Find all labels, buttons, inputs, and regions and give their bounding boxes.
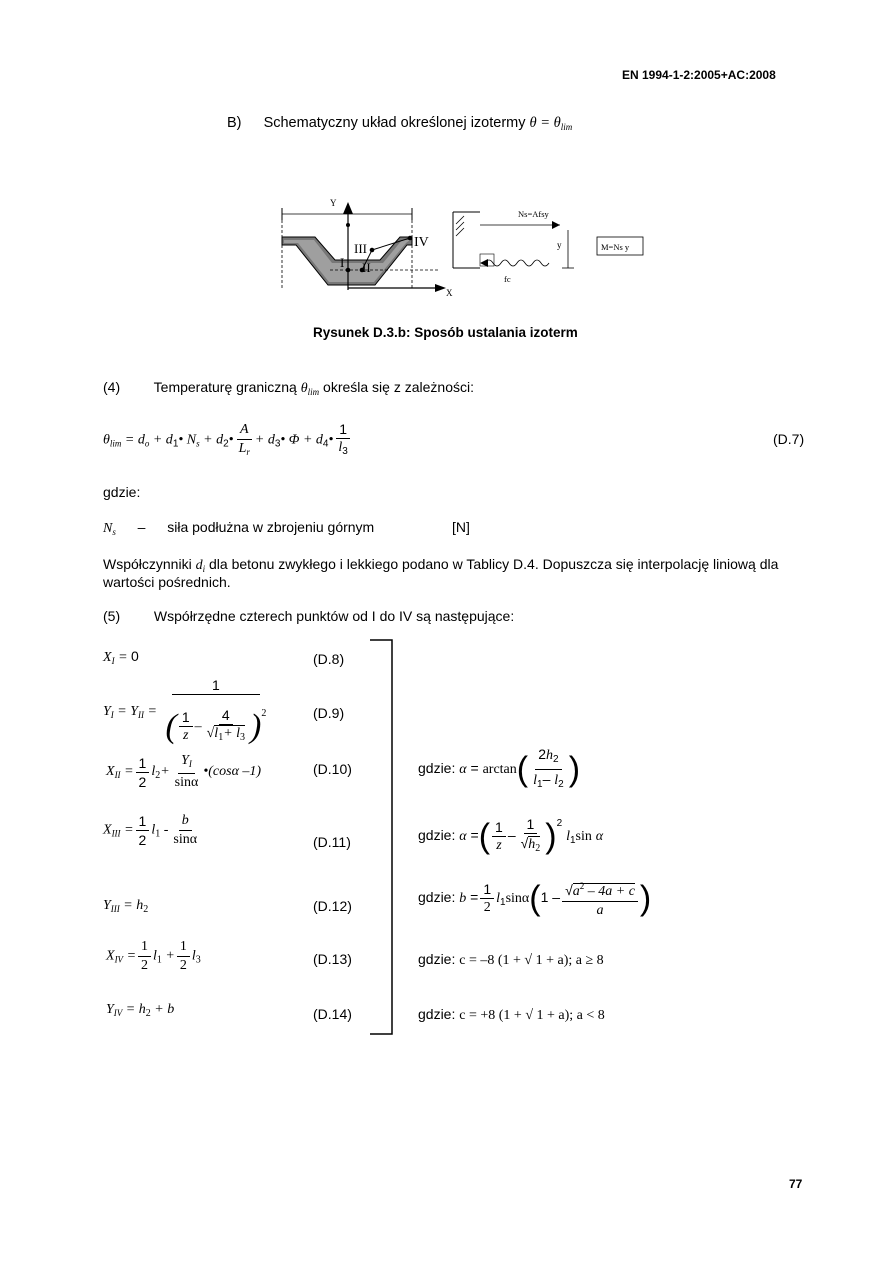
paragraph-4 — [103, 379, 474, 397]
x-axis-label: X — [446, 288, 453, 298]
equation-d14: $Y_{IV} = h_2 + b$ — [106, 1002, 175, 1019]
ns-description: siła podłużna w zbrojeniu górnym — [167, 519, 375, 535]
equation-d13: $X_{IV}$ = $\frac{1}{2}$ $l_1$ + $\frac{1}{2}$ $l_3$ — [106, 939, 201, 973]
condition-d13-gdzie: gdzie: — [418, 951, 456, 967]
condition-d14-formula: c = +8 (1 + √ 1 + a); a < 8 — [459, 1008, 605, 1023]
section-b-title: Schematyczny układ określonej izotermy — [263, 115, 526, 131]
document-header: EN 1994-1-2:2005+AC:2008 — [622, 68, 776, 82]
fc-label: fc — [504, 274, 511, 284]
condition-d14 — [418, 1006, 605, 1024]
paragraph-4-text-after: określa się z zależności: — [323, 379, 474, 395]
section-b-marker: B) — [227, 115, 242, 131]
point-III-label: III — [354, 241, 367, 256]
equation-d13-label: (D.13) — [313, 951, 352, 967]
paragraph-5-text: Współrzędne czterech punktów od I do IV są następujące: — [153, 608, 515, 624]
paragraph-5-number: (5) — [103, 608, 121, 624]
equation-d7-label: (D.7) — [773, 431, 805, 447]
condition-d11: gdzie: α =( $\frac{1}{z}$ – $\frac{1}{√h_2}$ )$^2$ $l_1\sin$ α — [418, 816, 604, 856]
ns-definition — [103, 519, 374, 537]
section-b-formula: $\theta = \theta_{lim}$ — [529, 115, 573, 132]
paragraph-4-number: (4) — [103, 379, 121, 395]
equation-d14-label: (D.14) — [313, 1006, 352, 1022]
coeff-symbol: $d_i$ — [195, 558, 206, 574]
point-I-label: I — [340, 255, 345, 270]
coeff-text-before: Współczynniki — [103, 556, 192, 572]
condition-d10: gdzie: α = arctan( $\frac{2h_2}{l_1- l_2}$ ) — [418, 746, 581, 790]
paragraph-4-symbol: $\theta_{lim}$ — [300, 381, 320, 397]
ns-dash: – — [137, 519, 146, 535]
condition-d13 — [418, 951, 604, 969]
condition-d13-formula: c = –8 (1 + √ 1 + a); a ≥ 8 — [459, 953, 604, 968]
where-label: gdzie: — [103, 484, 141, 500]
ns-unit: [N] — [452, 519, 470, 535]
page-number: 77 — [789, 1177, 803, 1191]
moment-label: M=Ns y — [601, 242, 630, 252]
equation-d7: $\theta_{lim} = d_o$ + $d_1•$ $N_s$ + $d_2•$ $\frac{A}{L_r}$ + $d_3•$ $\Phi + d_4•$ $\frac{1}{l_3}$ — [103, 420, 353, 461]
equation-d12-label: (D.12) — [313, 898, 352, 914]
paragraph-4-text-before: Temperaturę graniczną — [153, 379, 297, 395]
condition-d12: gdzie: b = $\frac{1}{2}$ $l_1\sin\alpha(1$ – $\frac{√a^2 - 4a + c}{a}$ ) — [418, 877, 651, 920]
isotherm-figure — [270, 190, 660, 305]
condition-d12-gdzie: gdzie: — [418, 889, 456, 906]
section-b-heading — [227, 115, 572, 132]
condition-d10-gdzie: gdzie: — [418, 760, 456, 777]
coeff-paragraph-line1 — [103, 556, 778, 574]
figure-caption: Rysunek D.3.b: Sposób ustalania izoterm — [313, 325, 578, 340]
y-axis-label: Y — [330, 198, 337, 208]
ns-symbol: $N_s$ — [103, 521, 116, 537]
condition-d11-gdzie: gdzie: — [418, 827, 456, 844]
equations-bracket — [368, 638, 398, 1038]
coeff-text-after: dla betonu zwykłego i lekkiego podano w Tablicy D.4. Dopuszcza się interpolację liniową dla — [209, 556, 779, 572]
equation-d11: $X_{III}$ = $\frac{1}{2}$ $l_1$ - $\frac{b}{\sin\alpha}$ — [103, 813, 198, 848]
equation-d10: $X_{II}$ = $\frac{1}{2}$ $l_2+$ $\frac{Y_I}{\sin\alpha}$ •(cosα –1) — [106, 753, 262, 790]
equation-d9-label: (D.9) — [313, 705, 345, 721]
equation-d8-label: (D.8) — [313, 651, 345, 667]
point-II-label: II — [362, 260, 371, 275]
lever-label: y — [557, 240, 562, 250]
equation-d11-label: (D.11) — [313, 834, 351, 850]
equation-d8: $X_I = 0$ — [103, 648, 139, 666]
coeff-paragraph-line2: wartości pośrednich. — [103, 574, 231, 590]
condition-d14-gdzie: gdzie: — [418, 1006, 456, 1022]
point-IV-label: IV — [414, 235, 429, 250]
force-label: Ns=Afsy — [518, 209, 549, 219]
paragraph-5 — [103, 608, 514, 624]
point-I-marker — [346, 268, 351, 273]
equation-d10-label: (D.10) — [313, 761, 352, 777]
equation-d9: $Y_I = Y_{II}$ = 1 ( $\frac{1}{z}$ – $\frac{4}{√l_1+ l_3}$ )$^2$ — [103, 677, 267, 745]
equation-d12: $Y_{III} = h_2$ — [103, 898, 149, 915]
